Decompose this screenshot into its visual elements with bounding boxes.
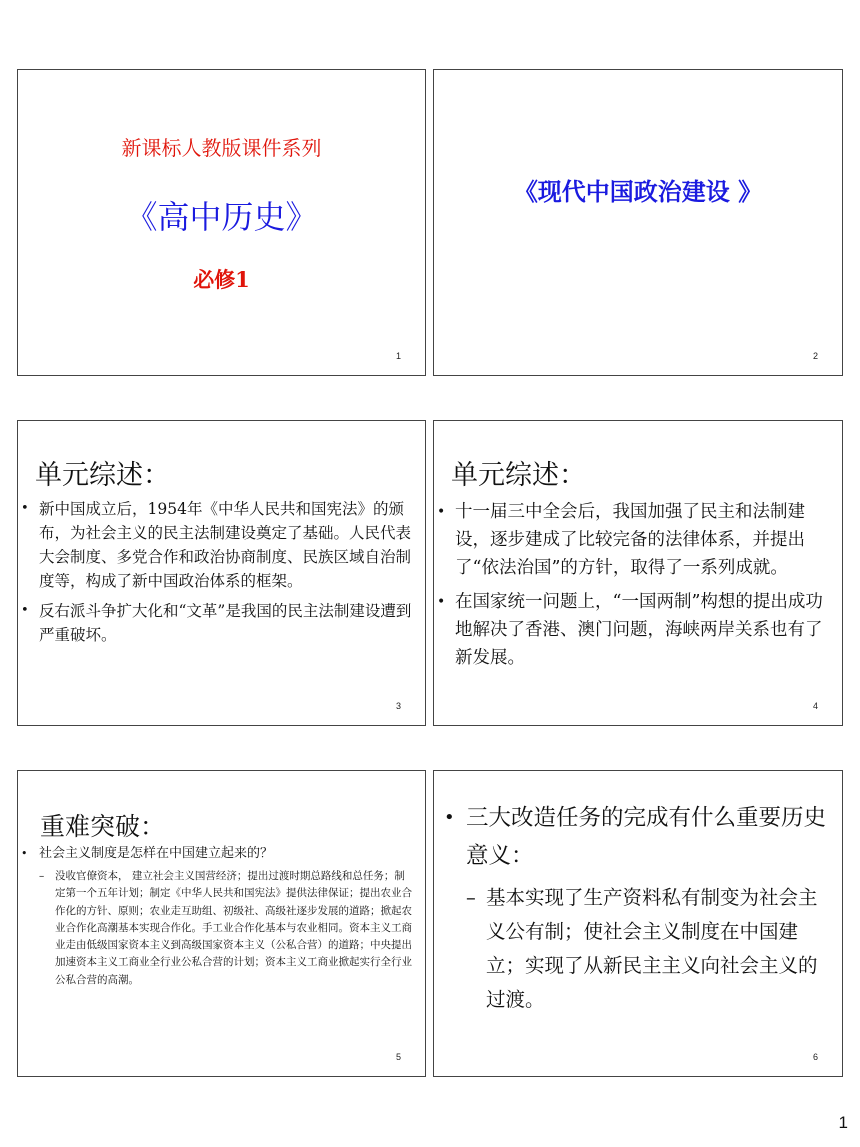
bullet-text: 社会主义制度是怎样在中国建立起来的？ (39, 846, 274, 861)
bullet-icon: • (444, 807, 455, 828)
slide-2 (433, 69, 843, 376)
sub-bullet-text: 基本实现了生产资料私有制变为社会主义公有制；使社会主义制度在中国建立；实现了从新民主主义向社会主义的过渡。 (486, 886, 818, 1011)
sub-bullet-text: 没收官僚资本， 建立社会主义国营经济；提出过渡时期总路线和总任务；制定第一个五年计划；制定《中华人民共和国宪法》提供法律保证；提出农业合作化的方针、原则；农业走互助组、初级社、高级社逐步发展的道路；掀起农业合作化高潮基本实现合作化。手工业合作化基本与农业相同。资本主义工商业走由低级国家资本主义到高级国家资本主义（公私合营）的道路；中央提出加速资本主义工商业全行业公私合营的计划；资本主义工商业掀起实行全行业公私合营的高潮。 (55, 870, 412, 986)
slide-number: 3 (395, 701, 401, 711)
dash-icon: – (39, 870, 45, 882)
slide-number: 1 (395, 351, 401, 361)
slide-title: 《现代中国政治建设 》 (513, 178, 763, 206)
sub-bullet-item (466, 881, 830, 1017)
slide-1 (17, 69, 426, 376)
bullet-item (437, 588, 834, 672)
bullet-text: 三大改造任务的完成有什么重要历史意义： (466, 805, 827, 869)
slide-number: 6 (812, 1052, 818, 1062)
bullet-text: 新中国成立后，1954年《中华人民共和国宪法》的颁布，为社会主义的民主法制建设奠定了基础。人民代表大会制度、多党合作和政治协商制度、民族区域自治制度等，构成了新中国政治体系的框架。 (39, 500, 412, 590)
bullet-text: 反右派斗争扩大化和“文革”是我国的民主法制建设遭到严重破坏。 (39, 602, 412, 644)
bullet-icon: • (437, 594, 446, 610)
sub-bullet-item (39, 868, 413, 989)
slide-3 (17, 420, 426, 726)
bullet-icon: • (21, 847, 28, 860)
bullet-item (437, 498, 834, 582)
bullet-item (21, 844, 413, 989)
slide-heading: 重难突破： (40, 812, 166, 841)
course-title: 《高中历史》 (125, 198, 318, 236)
slide-heading: 单元综述： (451, 460, 586, 491)
dash-icon: – (466, 886, 476, 909)
bullet-text: 在国家统一问题上，“一国两制”构想的提出成功地解决了香港、澳门问题，海峡两岸关系也有了新发展。 (455, 592, 823, 668)
slide-6 (433, 770, 843, 1077)
bullet-item (21, 497, 417, 593)
bullet-text: 十一届三中全会后，我国加强了民主和法制建设，逐步建成了比较完备的法律体系，并提出了“依法治国”的方针，取得了一系列成就。 (455, 502, 805, 578)
slide-heading: 单元综述： (35, 460, 170, 491)
bullet-icon: • (21, 603, 29, 618)
bullet-item (444, 799, 830, 1017)
slide-4 (433, 420, 843, 726)
series-title: 新课标人教版课件系列 (121, 136, 322, 160)
slide-number: 4 (812, 701, 818, 711)
slide-number: 2 (812, 351, 818, 361)
bullet-icon: • (437, 504, 446, 520)
course-volume: 必修1 (193, 267, 250, 292)
slide-number: 5 (395, 1052, 401, 1062)
bullet-item (21, 599, 417, 647)
page-number: 1 (838, 1113, 848, 1132)
bullet-icon: • (21, 501, 29, 516)
slide-5 (17, 770, 426, 1077)
